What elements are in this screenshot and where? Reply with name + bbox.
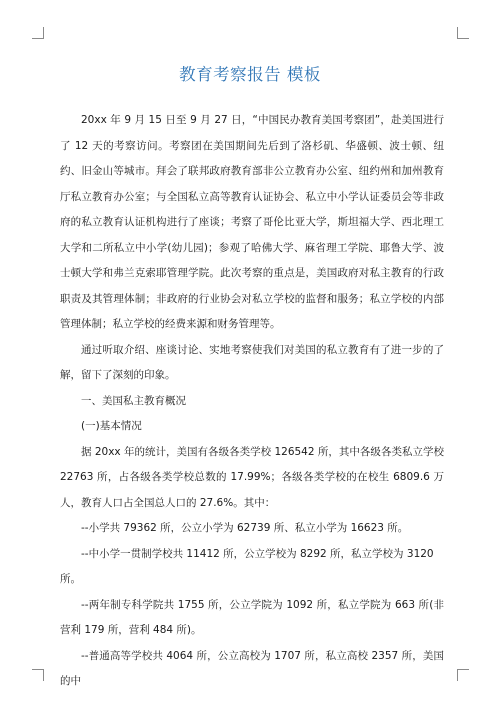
list-item-k12-schools: --中小学一贯制学校共 11412 所，公立学校为 8292 所，私立学校为 3120 所。 [60,547,434,585]
crop-mark-bottom-right [457,669,469,681]
crop-mark-top-left [32,27,44,39]
document-title: 教育考察报告 模板 [179,65,321,84]
list-item-universities: --普通高等学校共 4064 所，公立高校为 1707 所，私立高校 2357 所，美国的中 [60,649,444,687]
subsection-heading: (一)基本情况 [81,420,142,432]
paragraph-intro: 20xx 年 9 月 15 日至 9 月 27 日，“中国民办教育美国考察团”，赴美国进行了 12 天的考察访问。考察团在美国期间先后到了洛杉矶、华盛顿、波士顿、纽约、旧金山等城市。拜会了联邦政府教育部非公立教育办公室、纽约州和加州教育厅私立教育办公室；与全国私立高等教育认证协会、私立中小学认证委员会等非政府的私立教育认证机构进行了座谈；考察了哥伦比亚大学，斯坦福大学、西北理工大学和二所私立中小学(幼儿园)；参观了哈佛大学、麻省理工学院、耶鲁大学、波士顿大学和弗兰克索耶管理学院。此次考察的重点是，美国政府对私主教育的行政职责及其管理体制；非政府的行业协会对私立学校的监督和服务；私立学校的内部管理体制；私立学校的经费来源和财务管理等。 [60,114,444,330]
document-body [60,108,444,695]
crop-mark-top-right [457,27,469,39]
paragraph-statistics: 据 20xx 年的统计，美国有各级各类学校 126542 所，其中各级各类私立学校 22763 所，占各级各类学校总数的 17.99%；各级各类学校的在校生 6809.6 万人，教育人口占全国总人口的 27.6%。其中： [60,445,444,509]
list-item-primary-schools: --小学共 79362 所，公立小学为 62739 所、私立小学为 16623 所。 [81,522,409,534]
paragraph-impression: 通过听取介绍、座谈讨论、实地考察使我们对美国的私立教育有了进一步的了解，留下了深刻的印象。 [60,343,444,381]
section-heading: 一、美国私主教育概况 [81,394,186,407]
crop-mark-bottom-left [32,669,44,681]
list-item-two-year-colleges: --两年制专科学院共 1755 所，公立学院为 1092 所，私立学院为 663 所(非营利 179 所，营利 484 所)。 [60,598,444,636]
